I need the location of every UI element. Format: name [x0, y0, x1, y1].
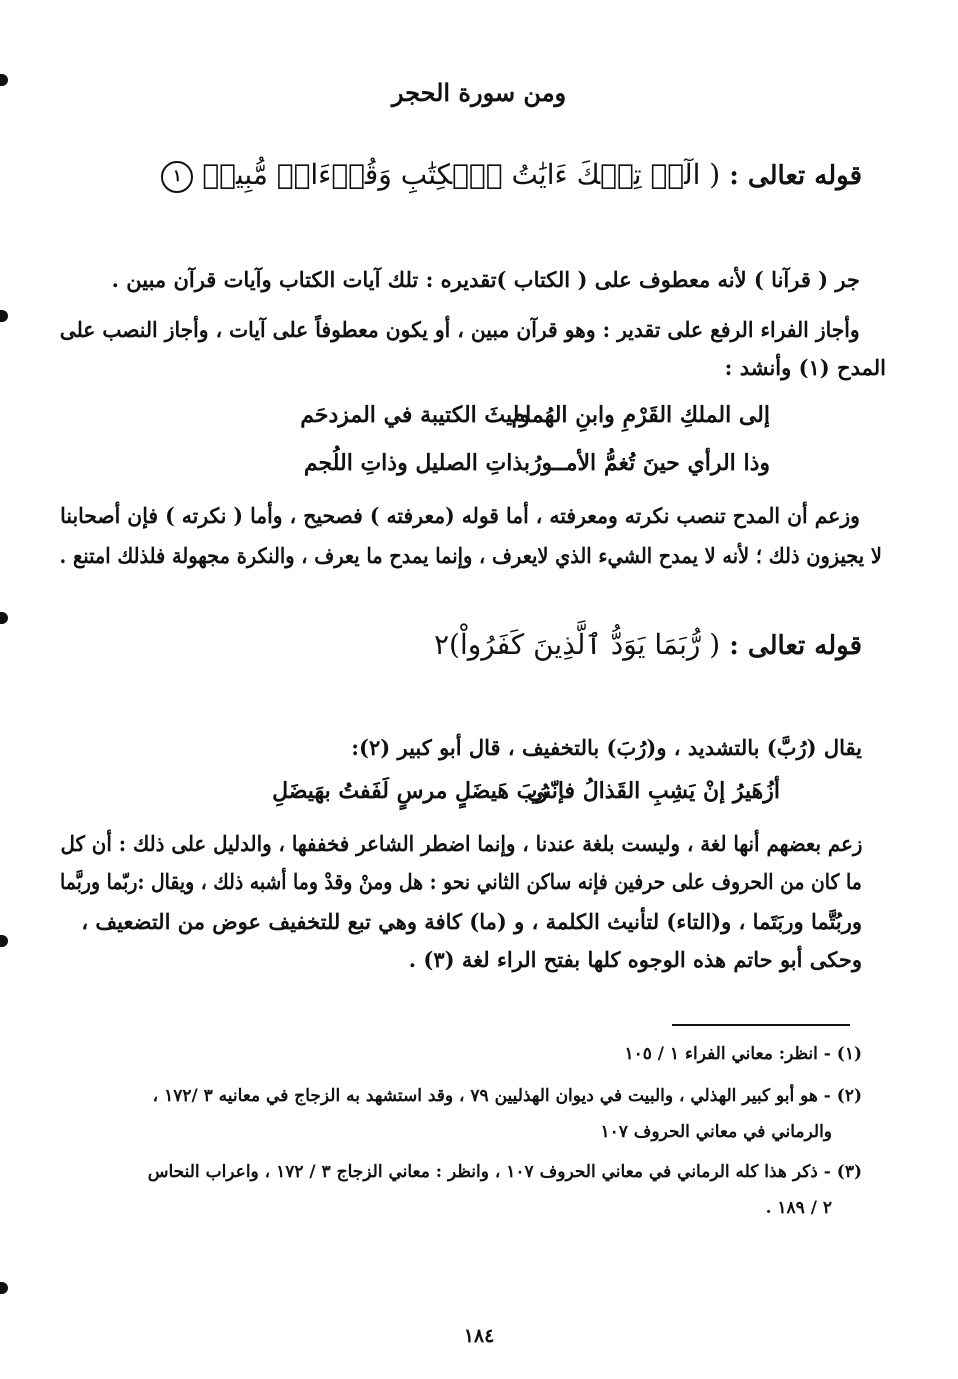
footnote: [153, 1086, 862, 1106]
footnote-number: (١): [836, 1044, 862, 1064]
footnote-number: (٢): [836, 1086, 862, 1106]
paragraph-line: وربُتَّما وربَتَما ، و(التاء) لتأنيث الكلمة ، و (ما) كافة وهي تبع للتخفيف عوض من التضعيف ،: [81, 909, 862, 934]
paragraph-line: المدح (١) وأنشد :: [724, 355, 886, 380]
binding-mark: [0, 935, 8, 947]
poem-hemistich-left: رُبَ هَيضَلٍ مرسٍ لَفَفتُ بهَيضَلِ: [272, 778, 548, 804]
binding-mark: [0, 310, 8, 322]
footnote: [148, 1162, 862, 1182]
page-title: ومن سورة الحجر: [391, 78, 567, 107]
quran-verse: ( الٓرۚ تِلۡكَ ءَايَٰتُ ٱلۡكِتَٰبِ وَقُرۡءَانٖ مُّبِينٖ: [202, 158, 721, 191]
page-number: ١٨٤: [463, 1325, 495, 1347]
poem-hemistich-right: إلى الملكِ القَرْمِ وابنِ الهُمام: [511, 402, 770, 428]
poem-hemistich-right: وذا الرأي حينَ تُغمُّ الأمــورُ: [530, 450, 770, 476]
poem-hemistich-left: وليثَ الكتيبة في المزدحَم: [300, 402, 530, 428]
ayah-number-marker: ١: [161, 161, 193, 193]
paragraph-line: يقال (رُبَّ) بالتشديد ، و(رُبَ) بالتخفيف ، قال أبو كبير (٢):: [351, 735, 862, 760]
quran-verse: ( رُّبَمَا يَوَدُّ ٱلَّذِينَ كَفَرُواْ)٢: [433, 628, 721, 661]
paragraph-line: لا يجيزون ذلك ؛ لأنه لا يمدح الشيء الذي لايعرف ، وإنما يمدح ما يعرف ، والنكرة مجهولة فلذلك امتنع .: [59, 543, 882, 568]
binding-mark: [0, 612, 8, 624]
footnote-continuation: ٢ / ١٨٩ .: [765, 1198, 832, 1218]
footnote-continuation: والرماني في معاني الحروف ١٠٧: [600, 1122, 832, 1142]
footnote-number: (٣): [836, 1162, 862, 1182]
footnote-text: - هو أبو كبير الهذلي ، والبيت في ديوان الهذليين ٧٩ ، وقد استشهد به الزجاج في معانيه ٣ /١٧٢ ،: [152, 1086, 831, 1106]
paragraph-line: وزعم أن المدح تنصب نكرته ومعرفته ، أما قوله (معرفته ) فصحيح ، وأما ( نكرته ) فإن أصحابنا: [60, 503, 860, 528]
paragraph-line: جر ( قرآنا ) لأنه معطوف على ( الكتاب )تقديره : تلك آيات الكتاب وآيات قرآن مبين .: [111, 267, 860, 292]
footnote-text: - ذكر هذا كله الرماني في معاني الحروف ١٠٧ ، وانظر : معاني الزجاج ٣ / ١٧٢ ، واعراب النحاس: [147, 1162, 831, 1182]
verse-heading: [161, 158, 862, 193]
paragraph-line: وحكى أبو حاتم هذه الوجوه كلها بفتح الراء لغة (٣) .: [408, 947, 862, 972]
paragraph-line: ما كان من الحروف على حرفين فإنه ساكن الثاني نحو : هل ومنْ وقدْ وما أشبه ذلك ، ويقال :ربّما وربَّما: [60, 869, 862, 894]
binding-mark: [0, 1282, 8, 1294]
footnote-text: - انظر: معاني الفراء ١ / ١٠٥: [624, 1044, 831, 1064]
paragraph-line: وأجاز الفراء الرفع على تقدير : وهو قرآن مبين ، أو يكون معطوفاً على آيات ، وأجاز النصب على: [60, 317, 860, 342]
poem-hemistich-right: أزُهَيرُ إنْ يَشِبِ القَذالُ فإنّني: [526, 778, 780, 804]
verse-heading: [434, 628, 862, 661]
verse-lead: قوله تعالى :: [729, 631, 862, 661]
poem-hemistich-left: بذاتِ الصليل وذاتِ اللُجم: [303, 450, 530, 476]
footnote: [624, 1044, 862, 1064]
verse-lead: قوله تعالى :: [729, 161, 862, 191]
footnote-separator: [672, 1024, 850, 1026]
paragraph-line: زعم بعضهم أنها لغة ، وليست بلغة عندنا ، وإنما اضطر الشاعر فخففها ، والدليل على ذلك : أن كل: [60, 831, 862, 856]
